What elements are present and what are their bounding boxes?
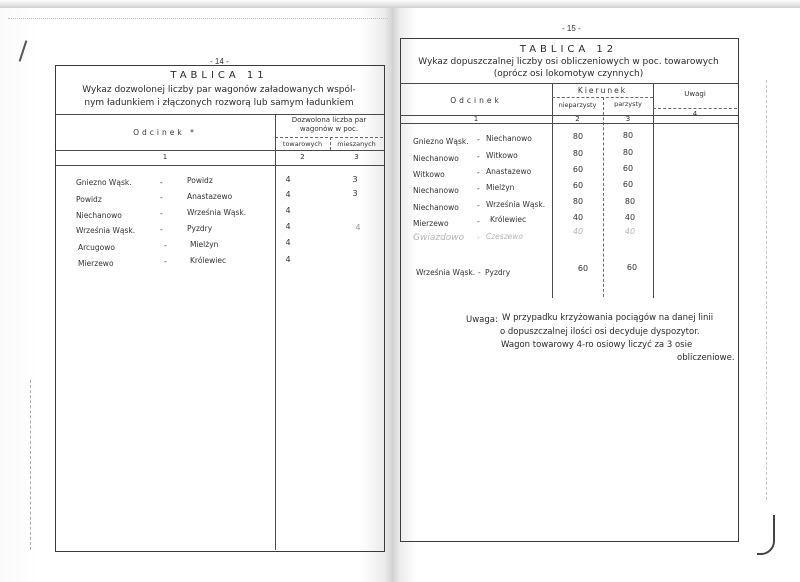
scan-artifact-edge	[30, 380, 31, 550]
col-number-1: 1	[162, 153, 168, 161]
row-towarowych: 4	[285, 175, 291, 184]
row-from: Mierzewo	[78, 259, 114, 268]
divider	[603, 97, 604, 297]
col-number-3: 3	[354, 153, 359, 161]
row-sep: -	[477, 168, 480, 177]
row-sep: -	[160, 193, 163, 202]
row-nieparzysty: 80	[572, 149, 584, 158]
note-line-2: o dopuszczalnej ilości osi decyduje dyspozytor.	[500, 327, 700, 337]
col-header-parzysty: parzysty	[614, 100, 642, 108]
row-to: Królewiec	[490, 215, 527, 224]
row-nieparzysty: 60	[572, 165, 584, 174]
row-sep: -	[160, 178, 163, 187]
row-from: Niechanowo	[413, 186, 459, 195]
row-towarowych: 4	[285, 255, 291, 264]
row-from: Gniezno Wąsk.	[413, 137, 469, 146]
col-header-odcinek: Odcinek *	[133, 128, 197, 137]
row-from: Gwiazdowo	[413, 233, 465, 243]
table-11-border	[55, 65, 385, 552]
row-nieparzysty: 80	[572, 132, 584, 141]
row-sep: -	[477, 217, 480, 226]
scan-artifact-edge	[766, 80, 767, 500]
row-nieparzysty: 40	[572, 227, 584, 236]
row-to: Czeszewo	[486, 232, 523, 241]
row-towarowych: 4	[285, 206, 291, 215]
row-nieparzysty: 80	[572, 197, 584, 206]
col-group-header-kierunek: Kierunek	[577, 86, 628, 95]
col-header-mieszanych: mieszanych	[337, 140, 376, 148]
divider	[400, 83, 738, 84]
row-towarowych: 4	[285, 222, 291, 231]
row-parzysty: 80	[624, 197, 636, 206]
page-number-right: - 15 -	[562, 24, 581, 33]
divider	[55, 165, 384, 166]
col-header-odcinek: Odcinek	[450, 96, 502, 105]
row-to: Witkowo	[486, 151, 518, 160]
col-number-2: 2	[300, 153, 305, 161]
col-number-1: 1	[473, 115, 479, 123]
row-sep: -	[478, 268, 481, 277]
row-parzysty: 60	[622, 164, 634, 173]
row-to: Pyzdry	[187, 224, 213, 233]
scan-artifact-line	[8, 18, 388, 19]
row-towarowych: 4	[285, 190, 291, 199]
row-parzysty: 80	[622, 131, 634, 140]
col-number-3: 3	[625, 115, 631, 123]
col-group-header-2: wagonów w poc.	[299, 125, 359, 133]
row-to: Września Wąsk.	[187, 208, 247, 217]
note-line-4: obliczeniowe.	[677, 353, 735, 363]
col-header-uwagi: Uwagi	[684, 90, 706, 98]
row-from: Witkowo	[413, 170, 445, 179]
table-12-subtitle-2: (oprócz osi lokomotyw czynnych)	[493, 69, 644, 79]
row-sep: -	[164, 257, 167, 266]
row-to: Królewiec	[190, 256, 227, 265]
row-sep: -	[477, 152, 480, 161]
row-nieparzysty: 60	[577, 264, 589, 273]
row-to: Pyzdry	[485, 268, 511, 277]
row-sep: -	[477, 201, 480, 210]
row-sep: -	[164, 241, 167, 250]
row-from: Września Wąsk.	[76, 226, 136, 235]
row-from: Niechanowo	[76, 211, 122, 220]
table-11-title: TABLICA 11	[170, 70, 268, 81]
row-from: Powidz	[76, 195, 102, 204]
table-11-subtitle-1: Wykaz dozwolonej liczby par wagonów załadowanych wspól-	[82, 85, 356, 95]
page-corner-curl	[757, 515, 775, 555]
row-to: Niechanowo	[486, 134, 532, 143]
divider	[275, 114, 276, 550]
row-sep: -	[160, 209, 163, 218]
row-sep: -	[477, 135, 480, 144]
row-to: Mielżyn	[486, 183, 515, 192]
row-to: Września Wąsk.	[486, 200, 546, 209]
note-line-1: W przypadku krzyżowania pociągów na danej linii	[502, 313, 714, 323]
note-label: Uwaga:	[466, 315, 498, 325]
row-sep: -	[160, 225, 163, 234]
table-12-title: TABLICA 12	[519, 44, 618, 55]
row-mieszanych: 3	[352, 175, 358, 184]
row-from: Września Wąsk.	[416, 268, 476, 277]
col-number-2: 2	[575, 115, 580, 123]
row-sep: -	[477, 184, 480, 193]
row-parzysty: 40	[624, 227, 636, 236]
table-12-subtitle-1: Wykaz dopuszczalnej liczby osi obliczeniowych w poc. towarowych	[418, 57, 719, 67]
col-number-4: 4	[692, 110, 698, 118]
row-from: Mierzewo	[413, 219, 449, 228]
note-line-3: Wagon towarowy 4-ro osiowy liczyć za 3 osie	[501, 340, 693, 350]
row-from: Niechanowo	[413, 154, 459, 163]
divider	[55, 150, 384, 151]
row-to: Anastazewo	[486, 167, 532, 176]
divider	[653, 108, 737, 109]
row-sep: -	[477, 233, 480, 242]
scan-edge-top	[0, 0, 800, 8]
divider	[275, 137, 383, 138]
row-parzysty: 60	[626, 263, 638, 272]
divider	[55, 114, 384, 115]
row-from: Arcugowo	[78, 243, 115, 252]
row-to: Anastazewo	[187, 192, 233, 201]
row-parzysty: 80	[622, 148, 634, 157]
col-header-nieparzysty: nieparzysty	[558, 101, 597, 109]
table-11-subtitle-2: nym ładunkiem i złączonych rozworą lub samym ładunkiem	[84, 98, 354, 108]
row-parzysty: 60	[622, 180, 634, 189]
row-to: Mielżyn	[190, 240, 219, 249]
row-from: Gniezno Wąsk.	[76, 178, 132, 187]
row-mieszanych: 4	[355, 223, 361, 232]
row-mieszanych: 3	[352, 189, 358, 198]
row-nieparzysty: 40	[572, 213, 584, 222]
page-number-left: - 14 -	[210, 57, 229, 66]
row-parzysty: 40	[624, 213, 636, 222]
row-towarowych: 4	[285, 238, 291, 247]
col-group-header-1: Dozwolona liczba par	[291, 116, 367, 124]
row-from: Niechanowo	[413, 203, 459, 212]
row-to: Powidz	[187, 176, 213, 185]
col-header-towarowych: towarowych	[282, 140, 323, 148]
row-nieparzysty: 60	[572, 181, 584, 190]
